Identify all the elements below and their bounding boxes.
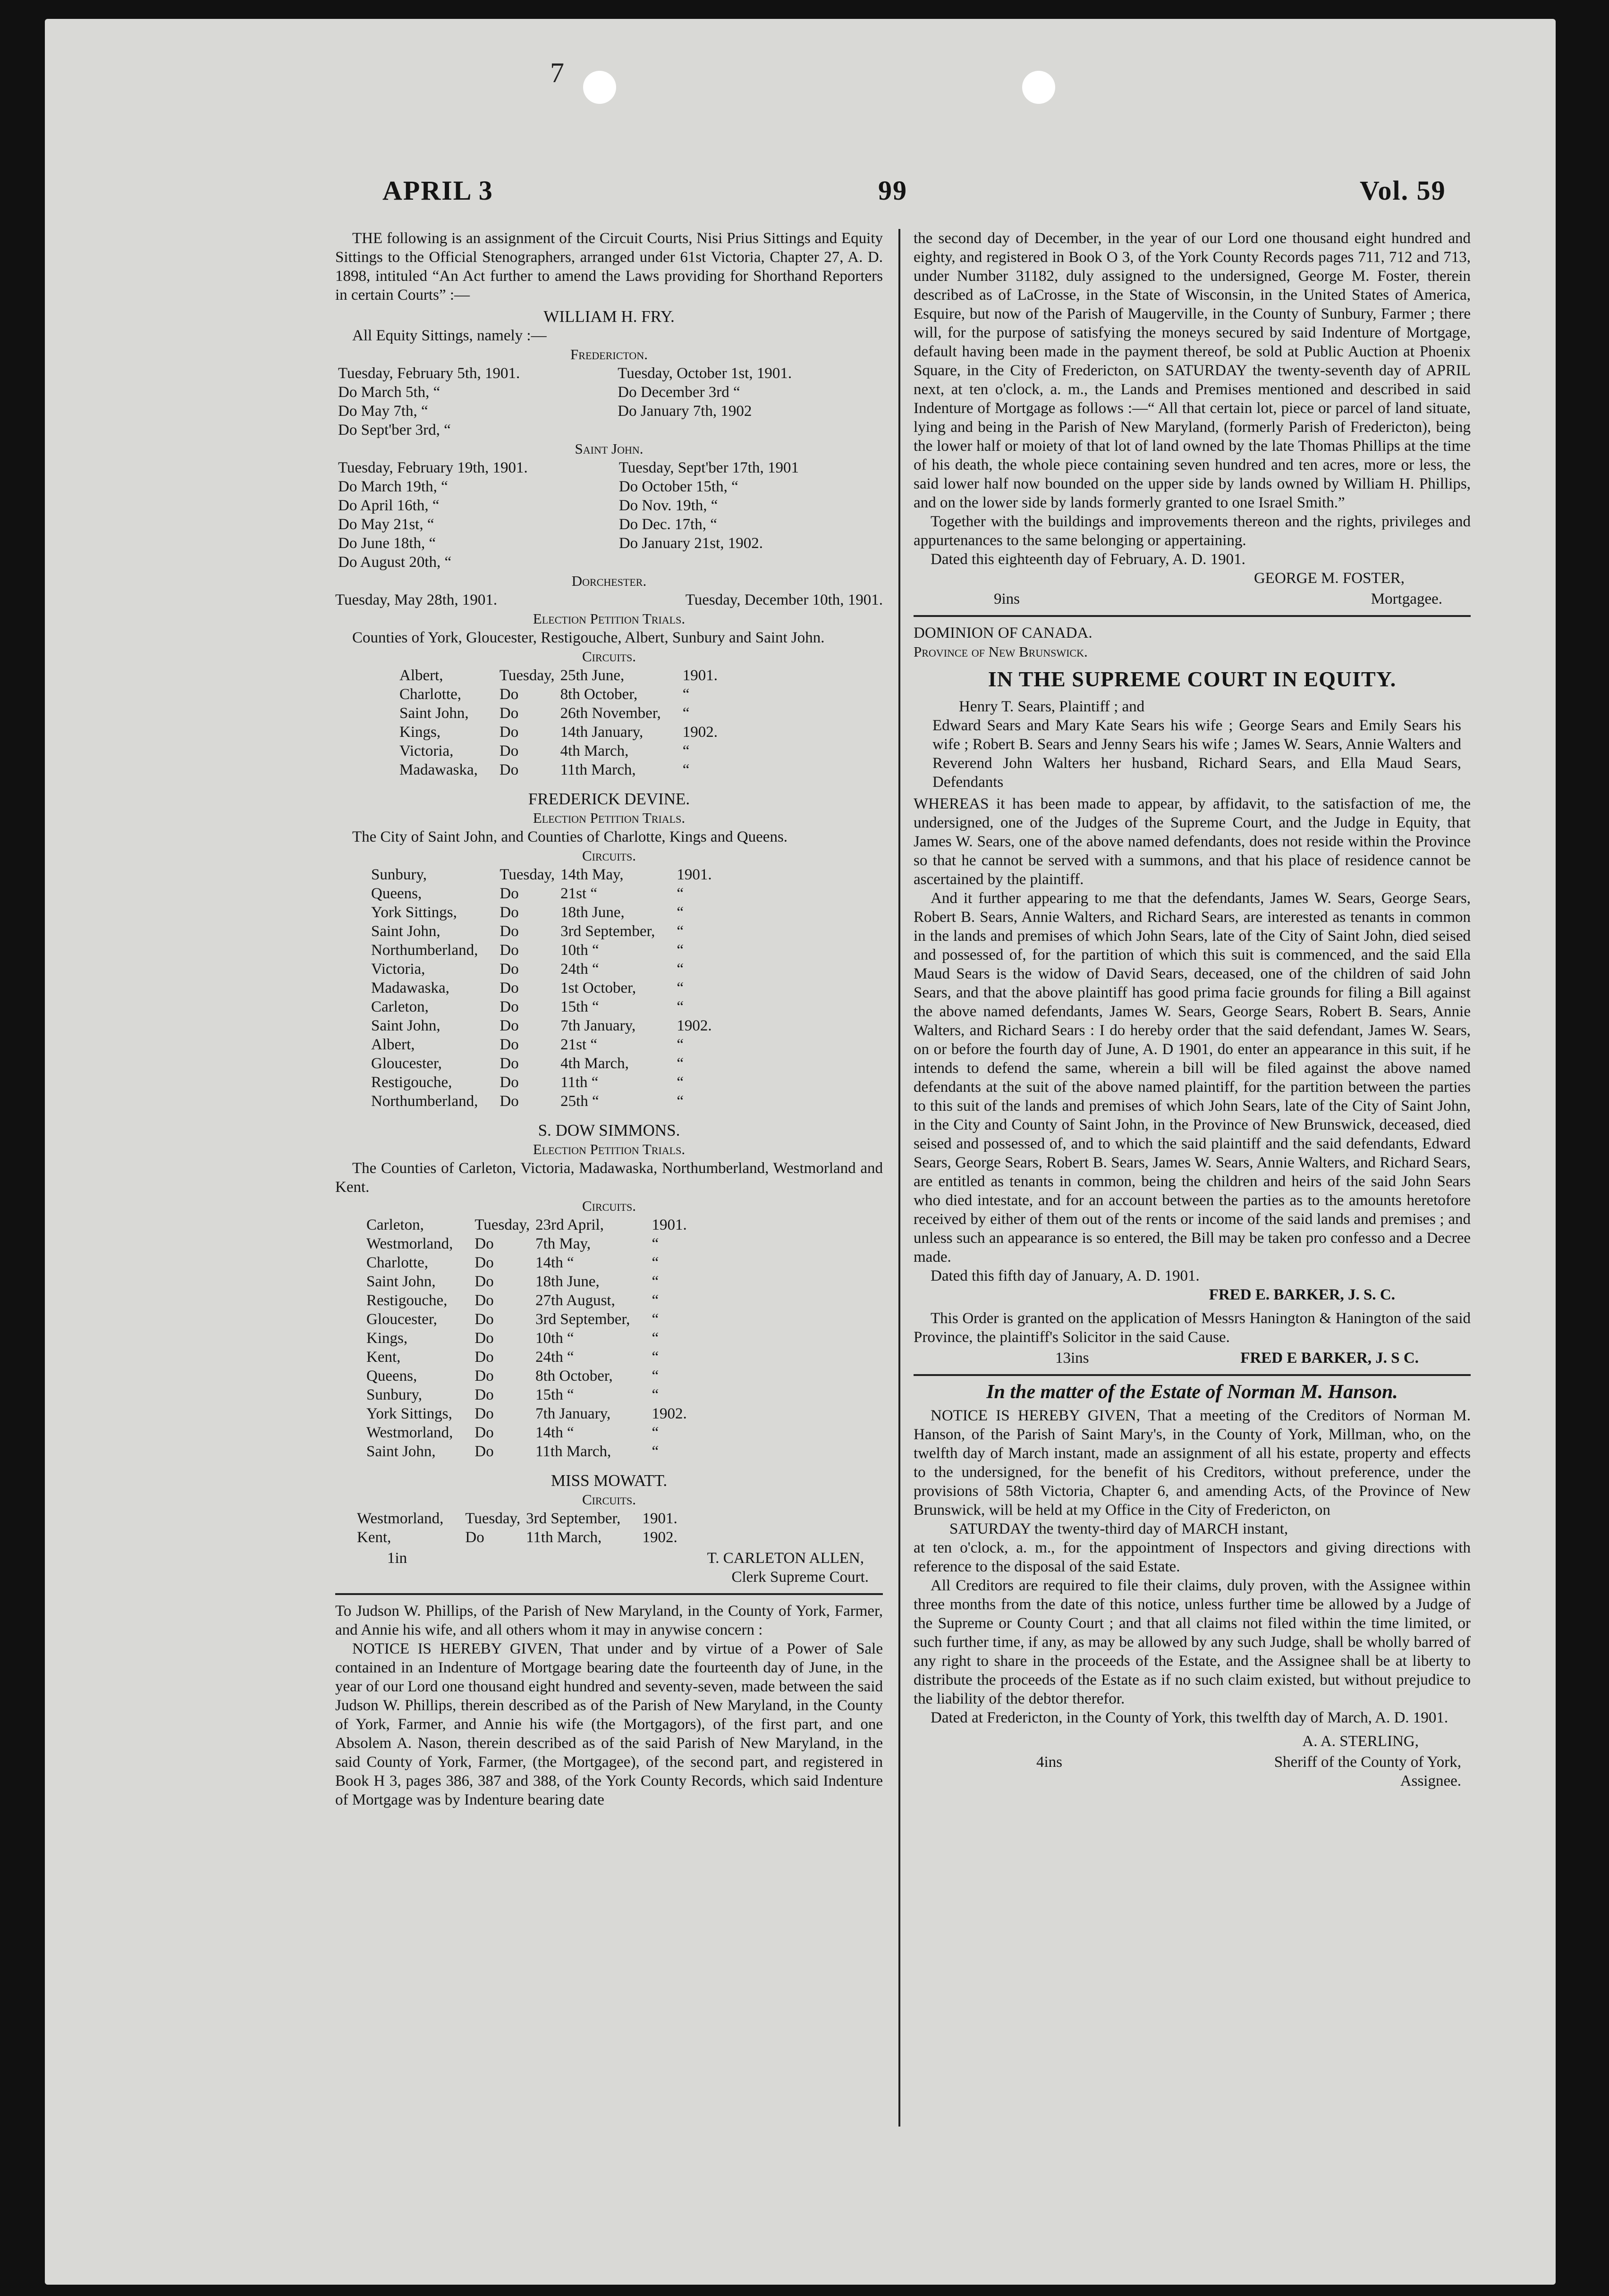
table-cell: Charlotte, (366, 1254, 429, 1271)
sterling-ins: 4ins (1036, 1754, 1063, 1771)
table-cell: 14th January, (560, 724, 644, 741)
sterling-name: A. A. STERLING, (1302, 1733, 1419, 1750)
table-row (364, 1442, 690, 1461)
table-row (368, 1016, 715, 1035)
table-row (368, 960, 715, 979)
table-row (397, 760, 720, 779)
table-row (397, 666, 720, 685)
table-cell: Do (474, 1235, 494, 1252)
table-cell: 1901. (682, 667, 718, 684)
table-row (368, 1073, 715, 1092)
table-row (397, 685, 720, 704)
table-cell: Restigouche, (371, 1074, 452, 1091)
devine-election-heading: Election Petition Trials. (533, 810, 686, 826)
table-cell: Northumberland, (371, 1093, 478, 1110)
table-cell: 1902. (682, 724, 718, 741)
table-cell: 1901. (642, 1510, 677, 1527)
table-cell: 15th “ (560, 998, 599, 1015)
table-cell: 1902. (677, 1017, 712, 1034)
dorchester-row (335, 591, 883, 609)
table-cell: “ (652, 1367, 659, 1384)
barker-signature-row (914, 1349, 1471, 1367)
foster-title: Mortgagee. (1371, 591, 1442, 608)
table-cell: 10th “ (535, 1330, 574, 1347)
sterling-signature-row (914, 1753, 1471, 1772)
table-cell: Do January 21st, 1902. (618, 535, 763, 552)
table-cell: Do June 18th, “ (338, 535, 436, 552)
table-cell: Do (499, 686, 519, 703)
table-cell: 15th “ (535, 1386, 574, 1403)
table-cell: 21st “ (560, 885, 598, 902)
table-cell: 27th August, (535, 1292, 615, 1309)
phillips-address: To Judson W. Phillips, of the Parish of New Maryland, in the County of York, Farmer, and Annie his wife, and all others whom it may in anywise concern : (335, 1603, 883, 1638)
table-cell: Madawaska, (371, 979, 449, 996)
table-row (368, 865, 715, 884)
devine-circuits-heading: Circuits. (582, 847, 636, 864)
table-cell: 7th January, (560, 1017, 636, 1034)
table-cell: Westmorland, (357, 1510, 444, 1527)
table-row (368, 922, 715, 941)
table-cell: Kings, (366, 1330, 408, 1347)
table-cell: Tuesday, Sept'ber 17th, 1901 (618, 459, 799, 476)
table-cell: “ (677, 1074, 684, 1091)
foster-ins: 9ins (994, 591, 1020, 608)
table-row (368, 941, 715, 960)
table-cell: Do (474, 1424, 494, 1441)
devine-name: FREDERICK DEVINE. (528, 790, 690, 808)
foster-dated: Dated this eighteenth day of February, A. D. 1901. (931, 551, 1245, 568)
phillips-notice: NOTICE IS HEREBY GIVEN, That under and by virtue of a Power of Sale contained in an Indenture of Mortgage bearing date the fourteenth day of June, in the year of our Lord one thousand eight hundred and seventy-seven, made between the said Judson W. Phillips, therein described as of the Parish of New Maryland, in the County of York, Farmer, and Annie his wife (the Mortgagors), of the first part, and one Absolem A. Nason, therein described as of the said Parish of New Maryland, in the said County of York, Farmer, (the Mortgagee), of the second part, and registered in Book H 3, pages 386, 387 and 388, of the York County Records, which said Indenture of Mortgage was by Indenture bearing date (335, 1640, 883, 1808)
table-cell: 25th June, (560, 667, 625, 684)
table-cell: Victoria, (399, 743, 454, 760)
table-cell: Do Nov. 19th, “ (618, 497, 718, 514)
simmons-name: S. DOW SIMMONS. (538, 1121, 680, 1140)
foster-name: GEORGE M. FOSTER, (1253, 570, 1405, 587)
hanson-notice: NOTICE IS HEREBY GIVEN, That a meeting of the Creditors of Norman M. Hanson, of the Parish of Saint Mary's, in the County of York, Millman, who, on the twelfth day of March instant, made an assignment of all his estate, property and effects to the undersigned, for the benefit of his Creditors, without preference, under the provisions of 58th Victoria, Chapter 6, and amending Acts, of the Province of New Brunswick, will be held at my Office in the City of Fredericton, on (914, 1407, 1471, 1519)
table-cell: Saint John, (366, 1443, 436, 1460)
table-row (364, 1385, 690, 1404)
section-rule (335, 1593, 883, 1595)
table-cell: 11th March, (526, 1529, 602, 1546)
table-cell: “ (677, 923, 684, 940)
table-row (335, 496, 883, 515)
table-row (354, 1528, 680, 1547)
table-row (368, 1035, 715, 1054)
table-cell: 4th March, (560, 1055, 629, 1072)
table-row (335, 402, 883, 421)
foster-notice-continued: the second day of December, in the year of our Lord one thousand eight hundred and eighty, and registered in Book O 3, of the York County Records pages 711, 712 and 713, under Number 31182, duly assigned to the undersigned, George M. Foster, therein described as of LaCrosse, in the State of Wisconsin, in the United States of America, Esquire, but now of the Parish of Maugerville, in the County of Sunbury, Farmer ; there will, for the purpose of satisfying the moneys secured by said Indenture of Mortgage, default having been made in the payment thereof, be sold at Public Auction at Phoenix Square, in the City of Fredericton, on SATURDAY the twenty-seventh day of APRIL next, at ten o'clock, a. m., the Lands and Premises mentioned and described in said Indenture of Mortgage as follows :—“ All that certain lot, piece or parcel of land situate, lying and being in the Parish of New Maryland, (formerly Parish of Fredericton), being the lower half or moiety of that lot of land owned by the late Thomas Phillips at the time of his death, the whole piece containing seven hundred and ten acres, more or less, the said lower half now bounded on the upper side by lands owned by William H. Phillips, and on the lower side by lands formerly granted to one Israel Smith.” (914, 230, 1471, 511)
simmons-circuits-heading: Circuits. (582, 1198, 636, 1214)
table-cell: Do (500, 961, 519, 978)
foster-signature-row (914, 590, 1471, 608)
table-cell: Do (474, 1254, 494, 1271)
right-column (914, 229, 1471, 1790)
table-cell: “ (682, 686, 690, 703)
table-cell: Do (500, 1017, 519, 1034)
table-cell: “ (652, 1330, 659, 1347)
saintjohn-table (335, 458, 883, 572)
party-plaintiff: Henry T. Sears, Plaintiff ; and (959, 698, 1145, 715)
mowatt-ins: 1in (387, 1550, 407, 1567)
table-cell: Do (500, 1093, 519, 1110)
table-cell: Do (474, 1330, 494, 1347)
further-text: And it further appearing to me that the defendants, James W. Sears, George Sears, Robert B. Sears, Annie Walters, and Richard Sears, are interested as tenants in common in the lands and premises of which John Sears, late of the City of Saint John, died seised and possessed of, for the partition of which this suit is commenced, and the said Ella Maud Sears is the widow of David Sears, deceased, one of the children of said John Sears, and that the above plaintiff has good prima facie grounds for filing a Bill against the above named defendants, James W. Sears, George Sears, Robert B. Sears, Annie Walters, and Richard Sears : I do hereby order that the said defendant, James W. Sears, on or before the fourth day of June, A. D 1901, do enter an appearance in this suit, if he intends to defend the same, wherein a bill will be filed against the above named defendants at the suit of the above named plaintiff, for the partition between the parties to this suit of the lands and premises of which John Sears, late of the City of Saint John, in the City and County of Saint John, in the Province of New Brunswick, deceased, died seised and possessed of, and to which the said plaintiff and the said defendants, Edward Sears, George Sears, Robert B. Sears, James W. Sears, Annie Walters, and Richard Sears, are entitled as tenants in common, being the children and heirs of the said John Sears who died intestate, and for an account between the parties as to the amounts heretofore received by either of them out of the rents or income of the said lands and premises ; and unless such an appearance is so entered, the Bill may be taken pro confesso and a Decree made. (914, 890, 1471, 1266)
table-cell: 1902. (652, 1405, 687, 1422)
table-cell: 8th October, (535, 1367, 613, 1384)
mowatt-circuits-table (354, 1509, 680, 1547)
table-cell: 26th November, (560, 705, 661, 722)
table-cell: Queens, (366, 1367, 417, 1384)
fry-election-text: Counties of York, Gloucester, Restigouche, Albert, Sunbury and Saint John. (352, 629, 825, 646)
devine-circuits-table (368, 865, 715, 1111)
table-cell: 21st “ (560, 1036, 598, 1053)
table-cell: “ (677, 1036, 684, 1053)
table-cell: Do (499, 743, 519, 760)
table-cell: Victoria, (371, 961, 425, 978)
allen-title: Clerk Supreme Court. (731, 1569, 869, 1586)
table-cell: Saint John, (371, 923, 440, 940)
table-row (397, 704, 720, 723)
table-cell: Do (500, 1055, 519, 1072)
table-cell: “ (677, 942, 684, 959)
sterling-title: Sheriff of the County of York, (1274, 1754, 1461, 1771)
table-cell: Do (500, 923, 519, 940)
table-cell: Do Dec. 17th, “ (618, 516, 717, 533)
table-cell: 3rd September, (535, 1311, 630, 1328)
table-cell: “ (682, 761, 690, 778)
table-row (368, 1054, 715, 1073)
table-row (368, 903, 715, 922)
table-row (335, 515, 883, 534)
table-row (364, 1272, 690, 1291)
table-cell: Do (474, 1367, 494, 1384)
table-cell: Saint John, (399, 705, 469, 722)
table-cell: Carleton, (366, 1216, 424, 1233)
table-cell: 7th May, (535, 1235, 591, 1252)
table-cell: 11th March, (560, 761, 636, 778)
table-cell: “ (677, 979, 684, 996)
table-row (364, 1216, 690, 1234)
table-cell: Kent, (357, 1529, 391, 1546)
punch-hole-icon (1022, 71, 1055, 104)
section-rule (914, 1374, 1471, 1376)
table-row (335, 383, 883, 402)
table-cell: Do (499, 724, 519, 741)
table-cell: Do (500, 904, 519, 921)
table-cell: Do (474, 1311, 494, 1328)
fry-name: WILLIAM H. FRY. (543, 307, 675, 326)
table-cell: Westmorland, (366, 1235, 453, 1252)
table-cell: Do (500, 998, 519, 1015)
table-cell: Do (499, 761, 519, 778)
header-volume: Vol. 59 (1360, 175, 1446, 206)
barker-signature: FRED E. BARKER, J. S. C. (1209, 1286, 1395, 1303)
table-row (364, 1253, 690, 1272)
table-cell: Do (474, 1349, 494, 1366)
table-cell: Sunbury, (366, 1386, 422, 1403)
table-cell: Charlotte, (399, 686, 462, 703)
table-cell: Do (474, 1273, 494, 1290)
table-row (368, 1092, 715, 1111)
mowatt-circuits-heading: Circuits. (582, 1491, 636, 1508)
table-row (364, 1423, 690, 1442)
table-cell: Kent, (366, 1349, 401, 1366)
table-cell: Gloucester, (371, 1055, 442, 1072)
table-cell: Do August 20th, “ (338, 554, 452, 571)
fry-equity: All Equity Sittings, namely :— (352, 327, 547, 344)
table-cell: Do (474, 1405, 494, 1422)
table-cell: Albert, (371, 1036, 415, 1053)
table-cell: 11th “ (560, 1074, 599, 1091)
meeting-time: at ten o'clock, a. m., for the appointment of Inspectors and giving directions with reference to the disposal of the said Estate. (914, 1539, 1471, 1575)
fry-circuits-heading: Circuits. (582, 648, 636, 665)
table-cell: 3rd September, (526, 1510, 621, 1527)
table-cell: Gloucester, (366, 1311, 437, 1328)
table-cell: Do March 5th, “ (338, 384, 440, 401)
table-row (354, 1509, 680, 1528)
table-cell: Do (500, 885, 519, 902)
table-row (364, 1348, 690, 1367)
table-cell: Do December 3rd “ (618, 384, 740, 401)
table-cell: Restigouche, (366, 1292, 448, 1309)
table-cell: Saint John, (371, 1017, 440, 1034)
table-cell: 1st October, (560, 979, 636, 996)
table-row (364, 1329, 690, 1348)
table-cell: 1901. (652, 1216, 687, 1233)
table-cell: “ (677, 961, 684, 978)
table-cell: Albert, (399, 667, 443, 684)
barker-ins: 13ins (1055, 1350, 1089, 1367)
allen-signature-row (335, 1549, 883, 1568)
table-cell: “ (652, 1292, 659, 1309)
fredericton-table (335, 364, 883, 439)
table-cell (615, 421, 883, 439)
table-row (364, 1310, 690, 1329)
table-cell: York Sittings, (366, 1405, 452, 1422)
table-cell: Tuesday, (474, 1216, 530, 1233)
table-row (364, 1291, 690, 1310)
table-row (364, 1234, 690, 1253)
table-cell: Westmorland, (366, 1424, 453, 1441)
table-cell: 3rd September, (560, 923, 655, 940)
table-cell: Tuesday, (500, 866, 555, 883)
fry-circuits-table (397, 666, 720, 779)
handwritten-page-mark: 7 (550, 57, 564, 88)
table-cell: “ (677, 998, 684, 1015)
simmons-circuits-table (364, 1216, 690, 1461)
table-row (335, 421, 883, 439)
dorchester-heading: Dorchester. (571, 573, 647, 589)
court-title: IN THE SUPREME COURT IN EQUITY. (988, 667, 1397, 691)
table-cell: 25th “ (560, 1093, 599, 1110)
table-row (335, 364, 883, 383)
table-cell: 14th “ (535, 1424, 574, 1441)
table-row (368, 997, 715, 1016)
table-cell: Do (474, 1386, 494, 1403)
table-cell: “ (682, 743, 690, 760)
table-cell: Tuesday, February 19th, 1901. (338, 459, 528, 476)
table-cell: Tuesday, (465, 1510, 521, 1527)
dominion-heading: DOMINION OF CANADA. (914, 625, 1092, 642)
dorchester-date: Tuesday, May 28th, 1901. (335, 591, 498, 608)
table-cell: 10th “ (560, 942, 599, 959)
table-cell: Sunbury, (371, 866, 427, 883)
table-cell: “ (652, 1235, 659, 1252)
simmons-election-heading: Election Petition Trials. (533, 1141, 686, 1157)
table-cell: Do (500, 1074, 519, 1091)
meeting-date: SATURDAY the twenty-third day of MARCH instant, (949, 1520, 1288, 1537)
table-cell: 18th June, (560, 904, 625, 921)
table-cell: Do October 15th, “ (618, 478, 738, 495)
intro-text: THE following is an assignment of the Circuit Courts, Nisi Prius Sittings and Equity Sittings to the Official Stenographers, arranged under 61st Victoria, Chapter 27, A. D. 1898, intituled “An Act further to amend the Laws providing for Shorthand Reporters in certain Courts” :— (335, 230, 883, 304)
table-cell: “ (652, 1424, 659, 1441)
table-cell: Do May 21st, “ (338, 516, 434, 533)
table-cell: “ (677, 904, 684, 921)
creditors-text: All Creditors are required to file their claims, duly proven, with the Assignee within three months from the date of this notice, unless further time be allowed by a Judge of the Supreme or County Court ; and that all claims not filed within the time limited, or such further time, if any, as may be allowed by any such Judge, shall be wholly barred of any right to share in the proceeds of the Estate, and the Assignee shall be at liberty to distribute the proceeds of the Estate as if no such claim existed, but without prejudice to the liability of the debtor therefor. (914, 1577, 1471, 1707)
table-cell: Do May 7th, “ (338, 403, 428, 420)
party-defendants: Edward Sears and Mary Kate Sears his wife ; George Sears and Emily Sears his wife ; Robert B. Sears and Jenny Sears his wife ; James W. Sears, Annie Walters and Reverend John Walters her husband, Richard Sears, and Ella Maud Sears, Defendants (932, 717, 1461, 791)
header-date: APRIL 3 (382, 175, 493, 206)
left-column (335, 229, 883, 1809)
table-cell: York Sittings, (371, 904, 457, 921)
table-cell: Do Sept'ber 3rd, “ (338, 422, 451, 439)
table-cell: Tuesday, October 1st, 1901. (618, 365, 792, 382)
punch-hole-icon (583, 71, 616, 104)
table-cell: 18th June, (535, 1273, 600, 1290)
table-cell: “ (652, 1386, 659, 1403)
table-cell: Tuesday, (499, 667, 555, 684)
table-cell: 14th May, (560, 866, 624, 883)
table-cell: “ (652, 1443, 659, 1460)
table-cell: Kings, (399, 724, 441, 741)
table-cell: 24th “ (560, 961, 599, 978)
table-cell: Do (500, 942, 519, 959)
fry-election-heading: Election Petition Trials. (533, 610, 686, 627)
table-cell: 7th January, (535, 1405, 611, 1422)
table-cell (616, 553, 883, 572)
table-row (364, 1367, 690, 1385)
table-cell: Carleton, (371, 998, 429, 1015)
table-row (368, 884, 715, 903)
table-row (335, 477, 883, 496)
table-row (335, 458, 883, 477)
table-cell: 1902. (642, 1529, 677, 1546)
table-row (397, 723, 720, 742)
estate-title: In the matter of the Estate of Norman M. Hanson. (986, 1381, 1398, 1403)
table-cell: 14th “ (535, 1254, 574, 1271)
table-cell: 8th October, (560, 686, 638, 703)
table-row (397, 742, 720, 760)
table-cell: “ (652, 1349, 659, 1366)
table-cell: 1901. (677, 866, 712, 883)
table-row (364, 1404, 690, 1423)
dated-january: Dated this fifth day of January, A. D. 1901. (931, 1267, 1200, 1284)
table-cell: 4th March, (560, 743, 629, 760)
table-cell: Do (499, 705, 519, 722)
table-row (335, 534, 883, 553)
table-cell: “ (652, 1273, 659, 1290)
table-cell: Do (474, 1292, 494, 1309)
devine-election-text: The City of Saint John, and Counties of Charlotte, Kings and Queens. (352, 828, 788, 845)
fredericton-heading: Fredericton. (570, 346, 648, 363)
table-cell: “ (652, 1254, 659, 1271)
table-cell: Do April 16th, “ (338, 497, 440, 514)
table-cell: Do (500, 1036, 519, 1053)
table-cell: “ (677, 1093, 684, 1110)
table-cell: Madawaska, (399, 761, 478, 778)
table-cell: Do (500, 979, 519, 996)
mowatt-name: MISS MOWATT. (550, 1471, 668, 1490)
table-cell: 23rd April, (535, 1216, 604, 1233)
table-cell: Do January 7th, 1902 (618, 403, 752, 420)
province-heading: Province of New Brunswick. (914, 643, 1088, 660)
table-cell: “ (677, 1055, 684, 1072)
whereas-text: WHEREAS it has been made to appear, by affidavit, to the satisfaction of me, the undersigned, one of the Judges of the Supreme Court, and the Judge in Equity, that James W. Sears, one of the above named defendants, does not reside within the Province so that he cannot be served with a summons, and that his place of residence cannot be ascertained by the plaintiff. (914, 795, 1471, 888)
table-cell: “ (677, 885, 684, 902)
table-cell: Queens, (371, 885, 422, 902)
column-divider (898, 229, 900, 2127)
dorchester-date: Tuesday, December 10th, 1901. (685, 591, 883, 608)
section-rule (914, 615, 1471, 617)
table-cell: 11th March, (535, 1443, 611, 1460)
table-cell: Do (465, 1529, 484, 1546)
table-cell: Northumberland, (371, 942, 478, 959)
table-cell: 24th “ (535, 1349, 574, 1366)
order-granted: This Order is granted on the application of Messrs Hanington & Hanington of the said Province, the plaintiff's Solicitor in the said Cause. (914, 1310, 1471, 1346)
table-row (368, 979, 715, 997)
table-cell: Saint John, (366, 1273, 436, 1290)
dated-fredericton: Dated at Fredericton, in the County of York, this twelfth day of March, A. D. 1901. (931, 1709, 1448, 1726)
table-row (335, 553, 883, 572)
saintjohn-heading: Saint John. (575, 440, 644, 457)
barker-signature-2: FRED E BARKER, J. S C. (1240, 1350, 1419, 1367)
table-cell: “ (682, 705, 690, 722)
allen-name: T. CARLETON ALLEN, (707, 1550, 864, 1567)
table-cell: Tuesday, February 5th, 1901. (338, 365, 520, 382)
table-cell: “ (652, 1311, 659, 1328)
foster-together: Together with the buildings and improvements thereon and the rights, privileges and appurtenances to the same belonging or appertaining. (914, 513, 1471, 549)
simmons-election-text: The Counties of Carleton, Victoria, Madawaska, Northumberland, Westmorland and Kent. (335, 1160, 883, 1196)
header-page-number: 99 (878, 175, 907, 206)
table-cell: Do March 19th, “ (338, 478, 448, 495)
table-cell: Do (474, 1443, 494, 1460)
sterling-assignee: Assignee. (1400, 1773, 1461, 1790)
